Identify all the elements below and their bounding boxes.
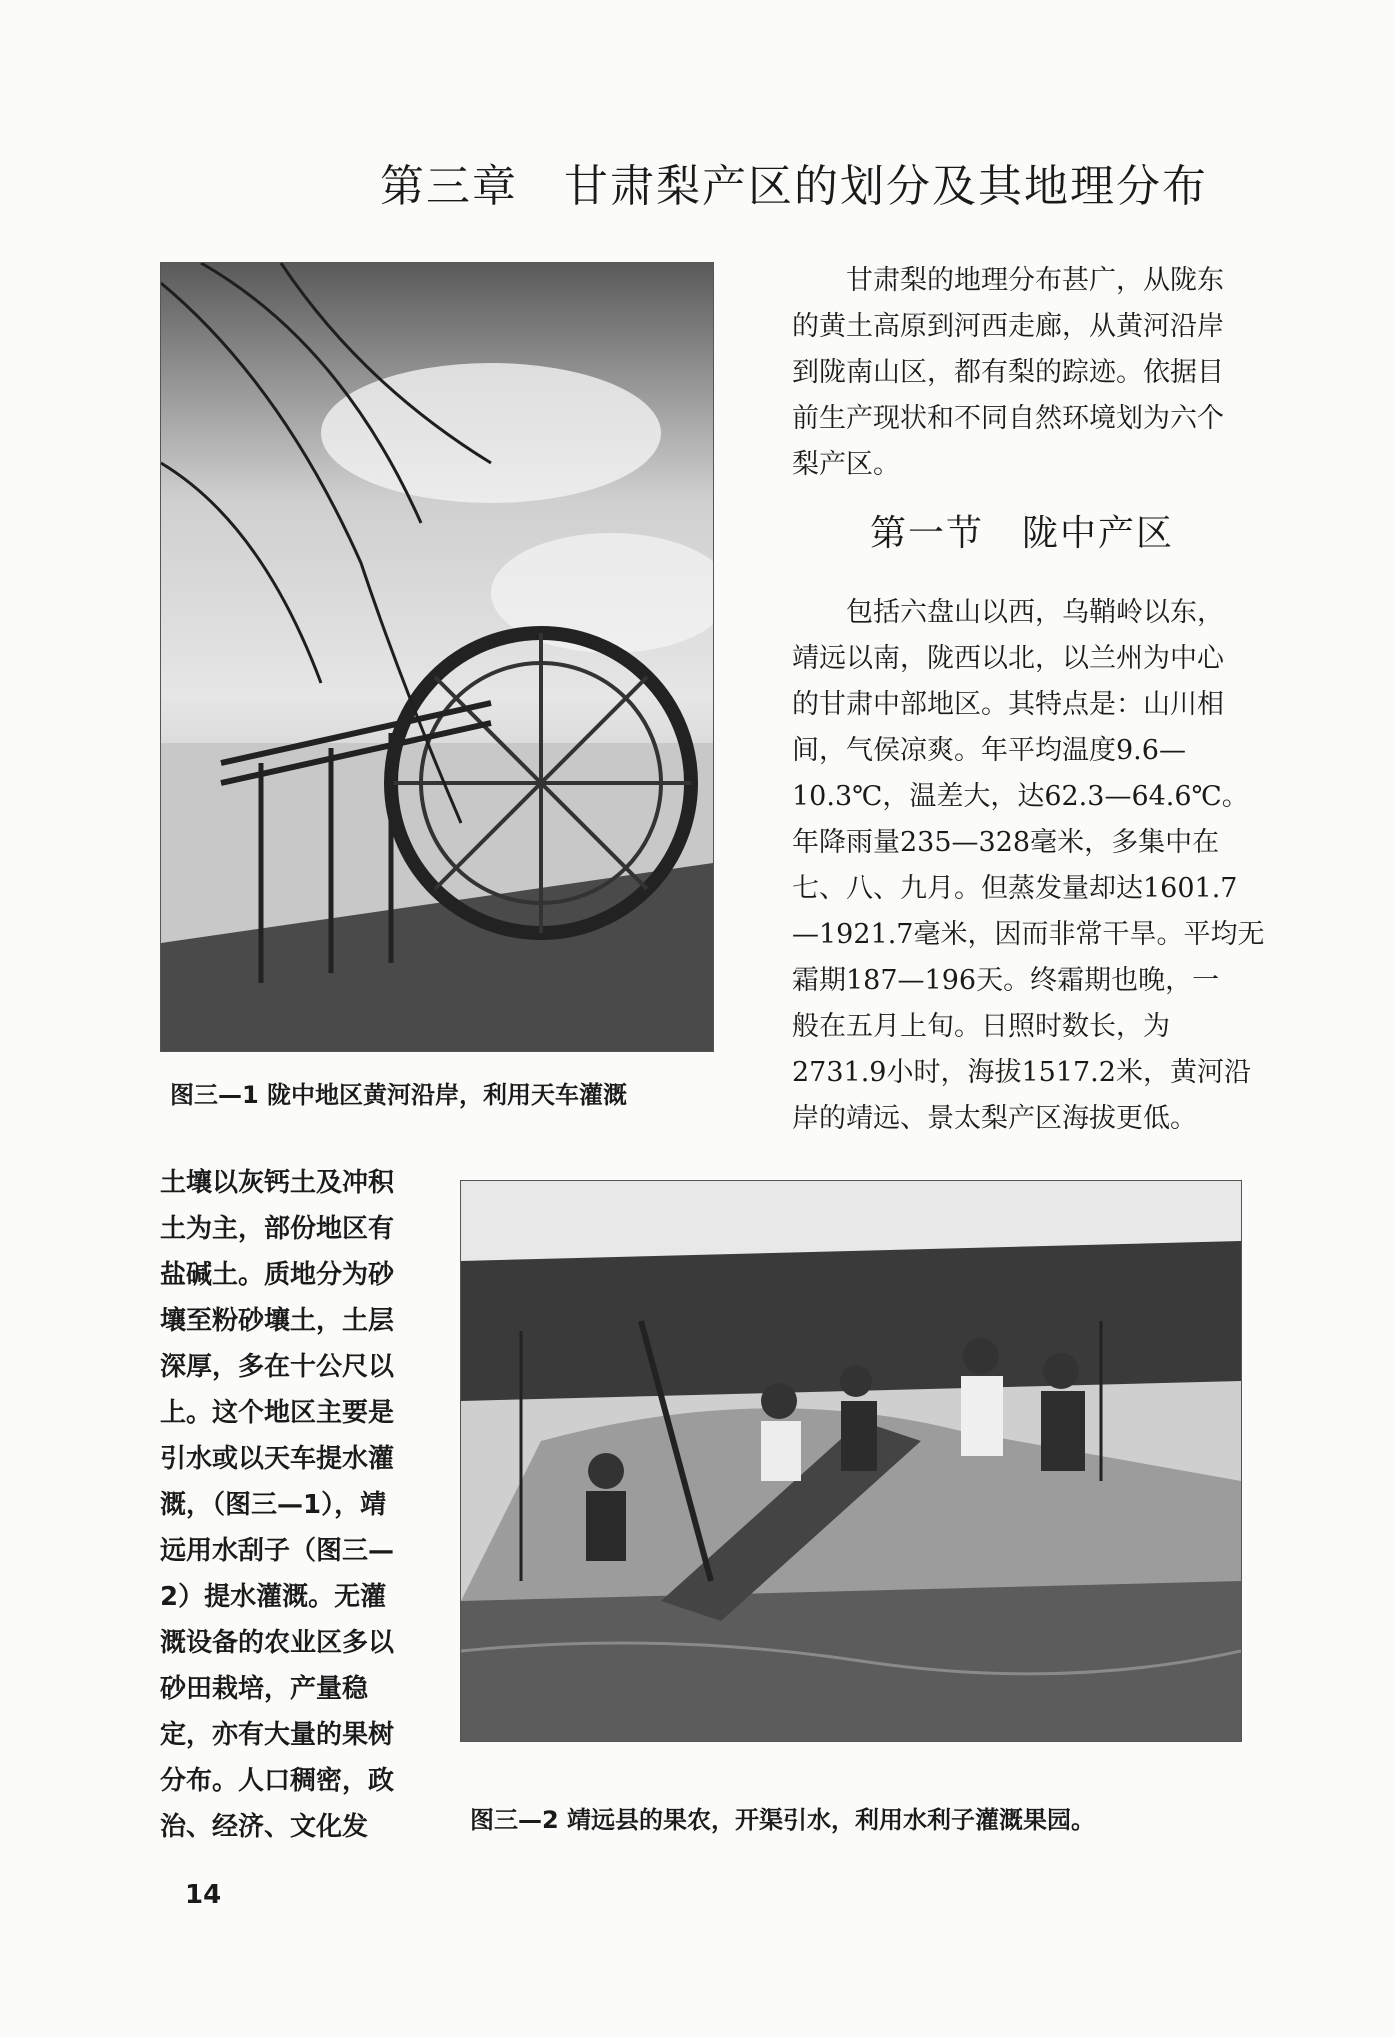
intro-line: 梨产区。 xyxy=(792,449,900,480)
section-line: 包括六盘山以西，乌鞘岭以东， xyxy=(846,597,1224,628)
chapter-title: 第三章 甘肃梨产区的划分及其地理分布 xyxy=(380,161,1208,212)
left-line: 定，亦有大量的果树 xyxy=(160,1720,395,1750)
section-line: —1921.7毫米，因而非常干旱。平均无 xyxy=(792,919,1265,950)
section-line: 的甘肃中部地区。其特点是：山川相 xyxy=(792,689,1224,720)
figure-1-caption: 图三—1 陇中地区黄河沿岸，利用天车灌溉 xyxy=(170,1081,628,1109)
left-line: 分布。人口稠密，政 xyxy=(160,1766,395,1796)
intro-line: 到陇南山区，都有梨的踪迹。依据目 xyxy=(792,357,1224,388)
page-number: 14 xyxy=(185,1880,222,1910)
left-line: 溉设备的农业区多以 xyxy=(160,1628,395,1658)
left-line: 溉，（图三—1），靖 xyxy=(160,1490,387,1520)
left-line: 治、经济、文化发 xyxy=(160,1812,369,1842)
section-line: 2731.9小时，海拔1517.2米，黄河沿 xyxy=(792,1057,1251,1088)
section-line: 般在五月上旬。日照时数长，为 xyxy=(792,1011,1170,1042)
figure-1-photo xyxy=(160,262,714,1052)
intro-paragraph xyxy=(792,258,1262,488)
section-line: 岸的靖远、景太梨产区海拔更低。 xyxy=(792,1103,1197,1134)
left-line: 引水或以天车提水灌 xyxy=(160,1444,395,1474)
section-line: 间，气侯凉爽。年平均温度9.6— xyxy=(792,735,1186,766)
left-line: 砂田栽培，产量稳 xyxy=(160,1674,369,1704)
section-paragraph xyxy=(792,590,1265,1142)
section-line: 霜期187—196天。终霜期也晚，一 xyxy=(792,965,1220,996)
intro-line: 前生产现状和不同自然环境划为六个 xyxy=(792,403,1224,434)
left-line: 2）提水灌溉。无灌 xyxy=(160,1582,387,1612)
left-column-paragraph xyxy=(160,1160,430,1850)
left-line: 土为主，部份地区有 xyxy=(160,1214,395,1244)
left-line: 壤至粉砂壤土，土层 xyxy=(160,1306,395,1336)
section-line: 靖远以南，陇西以北，以兰州为中心 xyxy=(792,643,1224,674)
left-line: 远用水刮子（图三— xyxy=(160,1536,395,1566)
intro-line: 甘肃梨的地理分布甚广，从陇东 xyxy=(846,265,1224,296)
section-title: 第一节 陇中产区 xyxy=(870,513,1175,554)
left-line: 土壤以灰钙土及冲积 xyxy=(160,1168,395,1198)
section-line: 七、八、九月。但蒸发量却达1601.7 xyxy=(792,873,1238,904)
section-line: 10.3℃，温差大，达62.3—64.6℃。 xyxy=(792,781,1249,812)
section-line: 年降雨量235—328毫米，多集中在 xyxy=(792,827,1220,858)
left-line: 盐碱土。质地分为砂 xyxy=(160,1260,395,1290)
figure-2-photo xyxy=(460,1180,1242,1742)
left-line: 上。这个地区主要是 xyxy=(160,1398,395,1428)
figure-2-caption: 图三—2 靖远县的果农，开渠引水，利用水利子灌溉果园。 xyxy=(470,1806,1096,1834)
intro-line: 的黄土高原到河西走廊，从黄河沿岸 xyxy=(792,311,1224,342)
left-line: 深厚，多在十公尺以 xyxy=(160,1352,395,1382)
